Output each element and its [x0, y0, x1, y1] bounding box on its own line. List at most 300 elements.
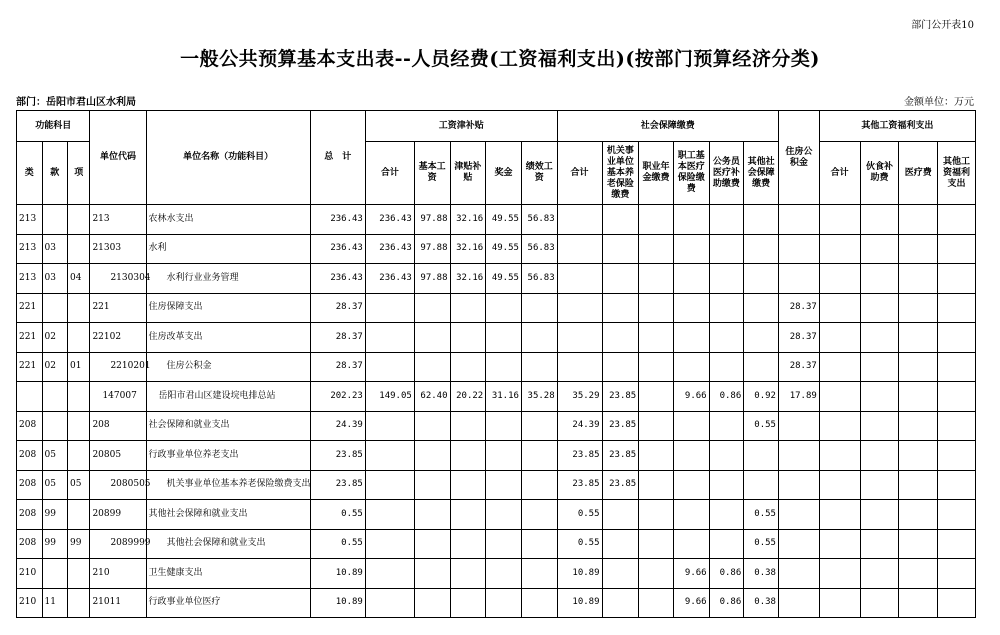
cell-pension [602, 588, 639, 618]
header-lei: 类 [17, 142, 43, 205]
cell-other-welfare [938, 234, 976, 264]
cell-social-total: 10.89 [557, 559, 602, 589]
cell-wage-total: 236.43 [365, 205, 414, 235]
cell-pension: 23.85 [602, 411, 639, 441]
cell-social-total [557, 205, 602, 235]
cell-lei: 208 [17, 441, 43, 471]
cell-social-total: 23.85 [557, 470, 602, 500]
cell-performance-wage [521, 293, 557, 323]
cell-name: 水利 [146, 234, 310, 264]
cell-total: 236.43 [310, 205, 365, 235]
cell-bonus [486, 352, 522, 382]
cell-total: 28.37 [310, 352, 365, 382]
cell-bonus: 49.55 [486, 264, 522, 294]
cell-kuan: 03 [42, 264, 68, 294]
cell-total: 24.39 [310, 411, 365, 441]
cell-pension [602, 264, 639, 294]
cell-other-welfare [938, 470, 976, 500]
cell-annuity [639, 529, 674, 559]
header-housing: 住房公积金 [778, 111, 819, 205]
cell-medical-insurance [673, 323, 709, 353]
cell-pension: 23.85 [602, 470, 639, 500]
cell-other-total [819, 382, 860, 412]
cell-medical-insurance [673, 264, 709, 294]
cell-medical-insurance [673, 205, 709, 235]
cell-performance-wage [521, 323, 557, 353]
table-row [17, 264, 976, 294]
cell-lei: 221 [17, 352, 43, 382]
cell-allowance: 32.16 [450, 234, 486, 264]
cell-other-welfare [938, 441, 976, 471]
cell-basic-wage [414, 529, 450, 559]
cell-other-social [744, 205, 779, 235]
cell-performance-wage: 56.83 [521, 234, 557, 264]
cell-wage-total [365, 352, 414, 382]
cell-basic-wage [414, 500, 450, 530]
cell-housing [778, 529, 819, 559]
cell-other-welfare [938, 205, 976, 235]
cell-other-welfare [938, 264, 976, 294]
cell-kuan: 02 [42, 323, 68, 353]
cell-annuity [639, 500, 674, 530]
cell-xiang: 04 [68, 264, 90, 294]
cell-bonus [486, 500, 522, 530]
cell-name: 机关事业单位基本养老保险缴费支出 [146, 470, 310, 500]
cell-civil-medical [709, 352, 744, 382]
cell-basic-wage [414, 323, 450, 353]
cell-pension [602, 559, 639, 589]
cell-pension [602, 234, 639, 264]
cell-food-allowance [860, 352, 899, 382]
page-title: 一般公共预算基本支出表--人员经费(工资福利支出)(按部门预算经济分类) [180, 48, 820, 70]
cell-allowance [450, 411, 486, 441]
cell-bonus: 49.55 [486, 234, 522, 264]
cell-bonus [486, 588, 522, 618]
cell-other-social [744, 264, 779, 294]
cell-xiang [68, 382, 90, 412]
cell-allowance [450, 470, 486, 500]
cell-medical-insurance [673, 441, 709, 471]
cell-allowance: 32.16 [450, 264, 486, 294]
cell-performance-wage [521, 588, 557, 618]
cell-food-allowance [860, 441, 899, 471]
cell-code: 2080505 [90, 470, 146, 500]
cell-medical-fee [899, 264, 938, 294]
cell-other-social [744, 234, 779, 264]
cell-name: 农林水支出 [146, 205, 310, 235]
cell-lei: 208 [17, 500, 43, 530]
cell-medical-fee [899, 323, 938, 353]
cell-code: 22102 [90, 323, 146, 353]
cell-housing [778, 411, 819, 441]
cell-xiang [68, 293, 90, 323]
cell-social-total [557, 234, 602, 264]
cell-civil-medical [709, 205, 744, 235]
header-basic-wage: 基本工资 [414, 142, 450, 205]
header-allowance: 津贴补贴 [450, 142, 486, 205]
cell-xiang [68, 588, 90, 618]
cell-xiang [68, 559, 90, 589]
table-row [17, 205, 976, 235]
cell-kuan: 99 [42, 529, 68, 559]
cell-other-total [819, 559, 860, 589]
cell-code: 21011 [90, 588, 146, 618]
cell-other-welfare [938, 352, 976, 382]
cell-kuan: 05 [42, 441, 68, 471]
cell-total: 28.37 [310, 293, 365, 323]
cell-total: 236.43 [310, 234, 365, 264]
cell-medical-insurance [673, 293, 709, 323]
cell-basic-wage [414, 588, 450, 618]
cell-performance-wage [521, 352, 557, 382]
header-other-welfare: 其他工资福利支出 [938, 142, 976, 205]
cell-other-total [819, 264, 860, 294]
cell-other-welfare [938, 588, 976, 618]
cell-civil-medical: 0.86 [709, 559, 744, 589]
cell-civil-medical [709, 529, 744, 559]
header-food-allowance: 伙食补助费 [860, 142, 899, 205]
cell-medical-fee [899, 234, 938, 264]
cell-food-allowance [860, 205, 899, 235]
cell-civil-medical [709, 323, 744, 353]
cell-housing: 28.37 [778, 323, 819, 353]
cell-food-allowance [860, 529, 899, 559]
header-func-subject: 功能科目 [17, 111, 90, 142]
cell-other-total [819, 293, 860, 323]
cell-annuity [639, 293, 674, 323]
header-social-group: 社会保障缴费 [557, 111, 778, 142]
cell-other-total [819, 352, 860, 382]
cell-allowance [450, 500, 486, 530]
cell-medical-fee [899, 382, 938, 412]
cell-lei: 208 [17, 411, 43, 441]
document-code: 部门公开表10 [911, 20, 974, 31]
cell-housing [778, 441, 819, 471]
cell-other-welfare [938, 293, 976, 323]
cell-civil-medical [709, 411, 744, 441]
cell-performance-wage [521, 411, 557, 441]
cell-performance-wage [521, 470, 557, 500]
cell-allowance [450, 441, 486, 471]
cell-total: 10.89 [310, 588, 365, 618]
cell-code: 210 [90, 559, 146, 589]
cell-other-total [819, 529, 860, 559]
cell-annuity [639, 234, 674, 264]
cell-other-social: 0.38 [744, 559, 779, 589]
cell-other-total [819, 470, 860, 500]
cell-food-allowance [860, 293, 899, 323]
cell-social-total [557, 264, 602, 294]
cell-pension [602, 352, 639, 382]
cell-food-allowance [860, 323, 899, 353]
cell-other-total [819, 411, 860, 441]
cell-other-total [819, 205, 860, 235]
cell-wage-total [365, 470, 414, 500]
cell-basic-wage [414, 470, 450, 500]
cell-pension: 23.85 [602, 441, 639, 471]
cell-performance-wage: 56.83 [521, 264, 557, 294]
cell-medical-insurance [673, 411, 709, 441]
cell-wage-total [365, 529, 414, 559]
cell-total: 0.55 [310, 529, 365, 559]
cell-name: 水利行业业务管理 [146, 264, 310, 294]
cell-food-allowance [860, 500, 899, 530]
cell-social-total [557, 293, 602, 323]
cell-bonus [486, 441, 522, 471]
cell-lei: 221 [17, 293, 43, 323]
cell-other-total [819, 500, 860, 530]
cell-other-welfare [938, 529, 976, 559]
cell-xiang [68, 441, 90, 471]
cell-allowance: 20.22 [450, 382, 486, 412]
cell-annuity [639, 588, 674, 618]
header-medical-fee: 医疗费 [899, 142, 938, 205]
cell-other-social [744, 323, 779, 353]
cell-xiang [68, 205, 90, 235]
cell-social-total: 10.89 [557, 588, 602, 618]
cell-lei: 213 [17, 234, 43, 264]
header-kuan: 款 [42, 142, 68, 205]
cell-social-total [557, 352, 602, 382]
cell-social-total [557, 323, 602, 353]
cell-food-allowance [860, 234, 899, 264]
cell-pension [602, 293, 639, 323]
cell-civil-medical [709, 264, 744, 294]
header-social-total: 合计 [557, 142, 602, 205]
cell-housing: 28.37 [778, 293, 819, 323]
cell-annuity [639, 352, 674, 382]
cell-other-social: 0.92 [744, 382, 779, 412]
cell-civil-medical [709, 234, 744, 264]
cell-other-total [819, 441, 860, 471]
cell-performance-wage [521, 500, 557, 530]
cell-medical-insurance [673, 352, 709, 382]
header-row-1 [17, 111, 976, 142]
header-unit-name: 单位名称（功能科目） [146, 111, 310, 205]
cell-xiang [68, 500, 90, 530]
cell-medical-fee [899, 470, 938, 500]
table-body [17, 205, 976, 618]
cell-kuan: 11 [42, 588, 68, 618]
cell-food-allowance [860, 588, 899, 618]
cell-civil-medical [709, 500, 744, 530]
cell-performance-wage [521, 529, 557, 559]
cell-code: 20805 [90, 441, 146, 471]
cell-pension [602, 205, 639, 235]
cell-wage-total [365, 411, 414, 441]
table-row [17, 382, 976, 412]
cell-lei: 210 [17, 559, 43, 589]
cell-kuan: 03 [42, 234, 68, 264]
cell-performance-wage: 56.83 [521, 205, 557, 235]
cell-name: 岳阳市君山区建设垸电排总站 [146, 382, 310, 412]
cell-other-total [819, 588, 860, 618]
cell-medical-insurance [673, 500, 709, 530]
header-xiang: 项 [68, 142, 90, 205]
cell-medical-insurance [673, 234, 709, 264]
cell-civil-medical: 0.86 [709, 588, 744, 618]
cell-kuan [42, 559, 68, 589]
cell-medical-insurance: 9.66 [673, 588, 709, 618]
table-row [17, 588, 976, 618]
cell-name: 行政事业单位医疗 [146, 588, 310, 618]
cell-annuity [639, 264, 674, 294]
cell-name: 住房保障支出 [146, 293, 310, 323]
cell-code: 21303 [90, 234, 146, 264]
cell-allowance [450, 293, 486, 323]
cell-code: 2089999 [90, 529, 146, 559]
cell-name: 住房公积金 [146, 352, 310, 382]
cell-medical-insurance [673, 529, 709, 559]
cell-medical-fee [899, 529, 938, 559]
cell-other-social: 0.55 [744, 529, 779, 559]
cell-medical-fee [899, 205, 938, 235]
cell-other-social: 0.38 [744, 588, 779, 618]
cell-annuity [639, 441, 674, 471]
cell-xiang: 99 [68, 529, 90, 559]
cell-other-social: 0.55 [744, 411, 779, 441]
header-total: 总 计 [310, 111, 365, 205]
cell-social-total: 0.55 [557, 529, 602, 559]
header-medical-insurance: 职工基本医疗保险缴费 [673, 142, 709, 205]
cell-housing [778, 588, 819, 618]
cell-food-allowance [860, 382, 899, 412]
cell-medical-fee [899, 500, 938, 530]
cell-housing: 28.37 [778, 352, 819, 382]
cell-housing [778, 264, 819, 294]
cell-xiang [68, 323, 90, 353]
cell-code: 20899 [90, 500, 146, 530]
cell-pension [602, 529, 639, 559]
cell-code: 2130304 [90, 264, 146, 294]
cell-kuan [42, 382, 68, 412]
table-row [17, 411, 976, 441]
cell-social-total: 23.85 [557, 441, 602, 471]
cell-kuan [42, 293, 68, 323]
cell-wage-total [365, 500, 414, 530]
cell-basic-wage: 97.88 [414, 234, 450, 264]
cell-lei: 210 [17, 588, 43, 618]
cell-medical-fee [899, 588, 938, 618]
header-civil-medical: 公务员医疗补助缴费 [709, 142, 744, 205]
cell-kuan: 02 [42, 352, 68, 382]
cell-bonus [486, 411, 522, 441]
cell-total: 23.85 [310, 441, 365, 471]
cell-medical-insurance: 9.66 [673, 559, 709, 589]
cell-social-total: 0.55 [557, 500, 602, 530]
cell-lei: 221 [17, 323, 43, 353]
header-wage-total: 合计 [365, 142, 414, 205]
header-performance-wage: 绩效工资 [521, 142, 557, 205]
cell-annuity [639, 323, 674, 353]
table-row [17, 352, 976, 382]
table-row [17, 293, 976, 323]
cell-other-social [744, 470, 779, 500]
cell-xiang [68, 234, 90, 264]
cell-code: 208 [90, 411, 146, 441]
cell-housing [778, 500, 819, 530]
cell-name: 社会保障和就业支出 [146, 411, 310, 441]
budget-table [16, 110, 976, 618]
cell-code: 2210201 [90, 352, 146, 382]
cell-lei: 208 [17, 529, 43, 559]
cell-basic-wage [414, 559, 450, 589]
cell-name: 其他社会保障和就业支出 [146, 500, 310, 530]
cell-annuity [639, 559, 674, 589]
cell-basic-wage [414, 411, 450, 441]
cell-xiang: 05 [68, 470, 90, 500]
cell-lei: 208 [17, 470, 43, 500]
cell-total: 28.37 [310, 323, 365, 353]
cell-annuity [639, 382, 674, 412]
header-other-social: 其他社会保障缴费 [744, 142, 779, 205]
cell-basic-wage: 62.40 [414, 382, 450, 412]
cell-performance-wage [521, 441, 557, 471]
cell-code: 147007 [90, 382, 146, 412]
cell-basic-wage [414, 293, 450, 323]
cell-name: 其他社会保障和就业支出 [146, 529, 310, 559]
cell-performance-wage [521, 559, 557, 589]
cell-medical-fee [899, 293, 938, 323]
header-pension: 机关事业单位基本养老保险缴费 [602, 142, 639, 205]
cell-basic-wage [414, 441, 450, 471]
header-wage-group: 工资津补贴 [365, 111, 557, 142]
cell-housing [778, 205, 819, 235]
cell-wage-total [365, 441, 414, 471]
department-label: 部门：岳阳市君山区水利局 [16, 97, 136, 108]
cell-name: 卫生健康支出 [146, 559, 310, 589]
table-row [17, 323, 976, 353]
cell-code: 221 [90, 293, 146, 323]
cell-allowance: 32.16 [450, 205, 486, 235]
cell-pension: 23.85 [602, 382, 639, 412]
cell-allowance [450, 529, 486, 559]
cell-other-welfare [938, 500, 976, 530]
cell-other-social [744, 441, 779, 471]
cell-food-allowance [860, 411, 899, 441]
cell-other-welfare [938, 382, 976, 412]
cell-xiang: 01 [68, 352, 90, 382]
cell-kuan: 05 [42, 470, 68, 500]
cell-allowance [450, 559, 486, 589]
cell-social-total: 35.29 [557, 382, 602, 412]
cell-kuan [42, 411, 68, 441]
cell-other-welfare [938, 411, 976, 441]
cell-xiang [68, 411, 90, 441]
cell-allowance [450, 588, 486, 618]
cell-kuan [42, 205, 68, 235]
cell-total: 10.89 [310, 559, 365, 589]
cell-housing [778, 234, 819, 264]
cell-annuity [639, 205, 674, 235]
cell-wage-total [365, 559, 414, 589]
amount-unit-label: 金额单位：万元 [904, 97, 974, 108]
header-other-total: 合计 [819, 142, 860, 205]
cell-other-social [744, 352, 779, 382]
cell-bonus: 49.55 [486, 205, 522, 235]
cell-civil-medical [709, 470, 744, 500]
cell-wage-total: 236.43 [365, 264, 414, 294]
cell-basic-wage: 97.88 [414, 205, 450, 235]
cell-other-welfare [938, 559, 976, 589]
header-other-group: 其他工资福利支出 [819, 111, 975, 142]
cell-pension [602, 500, 639, 530]
cell-annuity [639, 470, 674, 500]
table-row [17, 441, 976, 471]
cell-wage-total: 236.43 [365, 234, 414, 264]
cell-code: 213 [90, 205, 146, 235]
cell-other-total [819, 323, 860, 353]
